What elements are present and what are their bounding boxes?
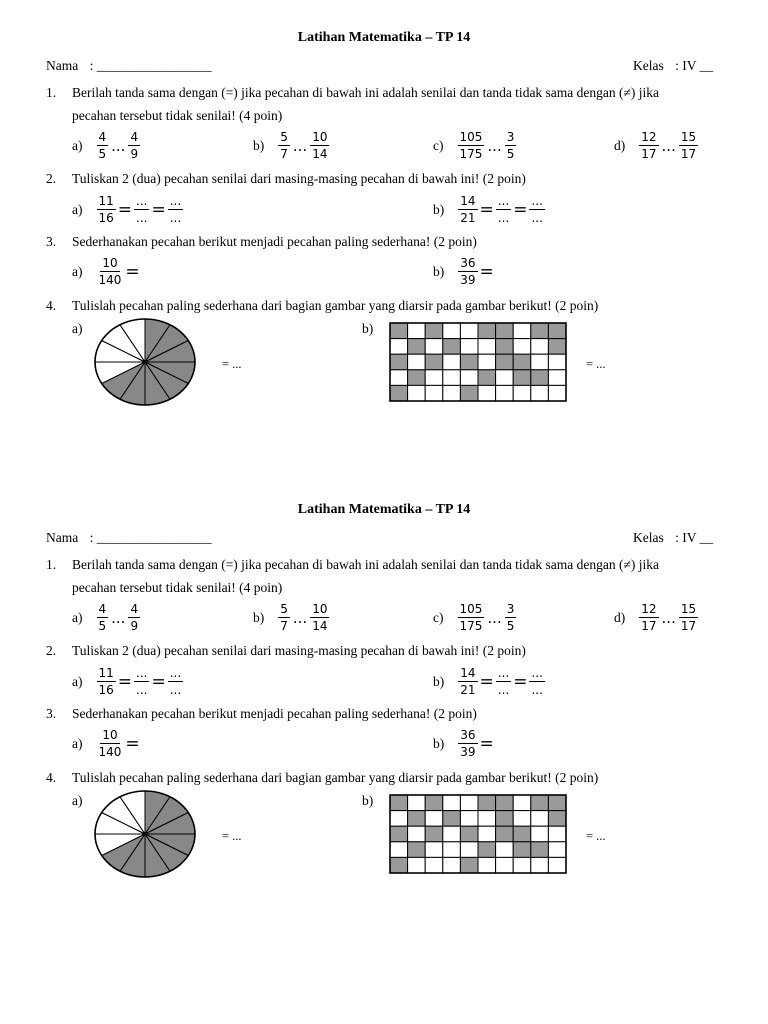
q2-number: 2.	[46, 643, 57, 658]
q4-a-answer[interactable]: = ...	[222, 357, 242, 371]
grid-cell-shaded	[496, 339, 514, 355]
q3-item-label: a)	[72, 263, 83, 279]
blank-fraction[interactable]	[496, 194, 511, 225]
grid-cell-unshaded	[443, 857, 461, 873]
q1-item-a	[72, 130, 140, 161]
q3-item-a	[72, 256, 142, 287]
q1-text-line2: pecahan tersebut tidak senilai! (4 poin)	[72, 580, 283, 595]
compare-blank[interactable]: ...	[661, 136, 676, 155]
shaded-circle-figure	[90, 316, 200, 408]
grid-cell-shaded	[513, 826, 531, 842]
grid-cell-unshaded	[408, 795, 426, 811]
numerator: 14	[460, 666, 476, 680]
q2-text: Tuliskan 2 (dua) pecahan senilai dari masing-masing pecahan di bawah ini! (2 poin)	[72, 171, 526, 186]
numerator: 11	[98, 194, 114, 208]
compare-blank[interactable]: ...	[487, 608, 502, 627]
grid-cell-unshaded	[443, 385, 461, 401]
grid-cell-shaded	[548, 323, 566, 339]
numerator: 10	[312, 130, 328, 144]
blank-fraction[interactable]	[134, 666, 149, 697]
numerator: 12	[641, 602, 657, 616]
grid-cell-unshaded	[425, 857, 443, 873]
grid-cell-shaded	[443, 811, 461, 827]
q1-item-label: a)	[72, 137, 83, 153]
kelas-label: Kelas	[633, 530, 664, 545]
grid-cell-unshaded	[390, 339, 408, 355]
nama-row	[46, 58, 212, 74]
q3-item-b	[433, 728, 496, 759]
q2-item-label: b)	[433, 673, 445, 689]
grid-cell-shaded	[478, 842, 496, 858]
nama-blank[interactable]: : _________________	[89, 530, 212, 545]
numerator: 36	[460, 728, 476, 742]
grid-cell-unshaded	[425, 339, 443, 355]
kelas-value[interactable]: : IV __	[675, 530, 714, 545]
fraction	[639, 602, 658, 633]
grid-cell-unshaded	[513, 385, 531, 401]
grid-cell-shaded	[390, 826, 408, 842]
numerator: 4	[98, 602, 107, 616]
grid-cell-unshaded	[531, 385, 549, 401]
q4-b-label: b)	[362, 793, 374, 808]
numerator: 105	[459, 130, 483, 144]
grid-cell-unshaded	[478, 339, 496, 355]
fraction	[679, 602, 698, 633]
q3-number: 3.	[46, 706, 57, 721]
nama-blank[interactable]: : _________________	[89, 58, 212, 73]
equals-sign: =	[117, 671, 133, 692]
q1-item-label: b)	[253, 609, 265, 625]
blank-fraction[interactable]	[168, 666, 183, 697]
grid-cell-unshaded	[443, 826, 461, 842]
kelas-row	[633, 58, 713, 74]
q4-a-label: a)	[72, 793, 83, 808]
numerator-blank[interactable]: ...	[531, 666, 543, 680]
grid-cell-shaded	[390, 354, 408, 370]
q1-item-label: b)	[253, 137, 265, 153]
q1-item-label: c)	[433, 137, 444, 153]
worksheet-title: Latihan Matematika – TP 14	[297, 30, 471, 45]
q4-text: Tulislah pecahan paling sederhana dari bagian gambar yang diarsir pada gambar berikut! (2 poin)	[72, 770, 599, 785]
fraction	[458, 602, 485, 633]
nama-label: Nama	[46, 530, 79, 545]
numerator: 11	[98, 666, 114, 680]
grid-cell-unshaded	[531, 811, 549, 827]
grid-cell-shaded	[390, 323, 408, 339]
grid-cell-shaded	[548, 339, 566, 355]
q1-number: 1.	[46, 557, 57, 572]
grid-cell-shaded	[460, 857, 478, 873]
grid-cell-shaded	[443, 339, 461, 355]
fraction	[458, 194, 477, 225]
grid-cell-shaded	[531, 795, 549, 811]
q1-item-label: d)	[614, 137, 626, 153]
denominator: 17	[680, 147, 697, 161]
numerator: 5	[280, 130, 288, 144]
q2-item-b	[433, 666, 545, 697]
numerator: 12	[641, 130, 657, 144]
grid-cell-unshaded	[548, 826, 566, 842]
denominator: 17	[641, 147, 657, 161]
grid-cell-unshaded	[513, 857, 531, 873]
q2-text: Tuliskan 2 (dua) pecahan senilai dari masing-masing pecahan di bawah ini! (2 poin)	[72, 643, 526, 658]
grid-cell-shaded	[478, 795, 496, 811]
q3-item-a	[72, 728, 142, 759]
fraction	[458, 666, 477, 697]
grid-cell-unshaded	[390, 370, 408, 386]
grid-cell-unshaded	[390, 811, 408, 827]
equals-sign: =	[125, 261, 140, 282]
grid-cell-unshaded	[460, 339, 478, 355]
q3-item-label: b)	[433, 735, 445, 751]
grid-cell-shaded	[425, 795, 443, 811]
denominator: 175	[459, 147, 483, 161]
grid-cell-shaded	[496, 811, 514, 827]
equals-sign: =	[513, 671, 528, 692]
nama-label: Nama	[46, 58, 79, 73]
numerator-blank[interactable]: ...	[136, 194, 148, 208]
numerator: 3	[506, 130, 515, 144]
q3-item-b	[433, 256, 496, 287]
equals-sign: =	[117, 199, 133, 220]
grid-cell-shaded	[408, 370, 426, 386]
q1-item-d	[614, 130, 698, 161]
q2-item-b	[433, 194, 545, 225]
denominator: 9	[130, 619, 139, 633]
q3-item-label: a)	[72, 735, 83, 751]
equals-sign: =	[125, 733, 140, 754]
grid-cell-unshaded	[548, 842, 566, 858]
compare-blank[interactable]: ...	[111, 608, 126, 627]
grid-cell-shaded	[531, 370, 549, 386]
grid-cell-unshaded	[531, 857, 549, 873]
grid-cell-shaded	[390, 857, 408, 873]
fraction	[458, 130, 485, 161]
numerator-blank[interactable]: ...	[497, 666, 510, 680]
denominator: 21	[460, 211, 476, 225]
q1-item-label: c)	[433, 609, 444, 625]
fraction	[505, 130, 517, 161]
denominator: 9	[130, 147, 139, 161]
grid-cell-unshaded	[478, 857, 496, 873]
q1-item-c	[433, 602, 516, 633]
grid-cell-shaded	[425, 354, 443, 370]
numerator: 4	[130, 130, 139, 144]
worksheet-copy-1	[0, 0, 768, 472]
numerator: 15	[680, 602, 697, 616]
grid-cell-unshaded	[425, 370, 443, 386]
grid-cell-unshaded	[548, 354, 566, 370]
grid-cell-shaded	[531, 842, 549, 858]
worksheet-title: Latihan Matematika – TP 14	[297, 502, 471, 517]
grid-cell-shaded	[408, 842, 426, 858]
equals-sign: =	[479, 733, 494, 754]
q4-b-answer[interactable]: = ...	[586, 829, 606, 843]
grid-cell-unshaded	[531, 339, 549, 355]
q1-item-d	[614, 602, 698, 633]
q2-item-a	[72, 194, 183, 225]
denominator: 140	[98, 273, 122, 287]
grid-cell-unshaded	[496, 370, 514, 386]
grid-cell-unshaded	[513, 795, 531, 811]
numerator-blank[interactable]: ...	[531, 194, 543, 208]
grid-cell-unshaded	[460, 795, 478, 811]
q4-b-label: b)	[362, 321, 374, 336]
grid-cell-unshaded	[443, 370, 461, 386]
grid-cell-unshaded	[478, 354, 496, 370]
denominator: 14	[312, 147, 328, 161]
denominator: 17	[680, 619, 697, 633]
nama-row	[46, 530, 212, 546]
grid-cell-unshaded	[443, 795, 461, 811]
numerator: 4	[130, 602, 139, 616]
grid-cell-unshaded	[513, 339, 531, 355]
q4-a-answer[interactable]: = ...	[222, 829, 242, 843]
blank-fraction[interactable]	[496, 666, 511, 697]
fraction	[97, 194, 116, 225]
grid-cell-unshaded	[496, 385, 514, 401]
grid-cell-unshaded	[408, 826, 426, 842]
denominator-blank[interactable]: ...	[169, 683, 182, 697]
grid-cell-unshaded	[496, 857, 514, 873]
grid-cell-shaded	[496, 826, 514, 842]
grid-cell-unshaded	[531, 826, 549, 842]
numerator-blank[interactable]: ...	[169, 666, 182, 680]
q4-b-answer[interactable]: = ...	[586, 357, 606, 371]
blank-fraction[interactable]	[529, 194, 544, 225]
q1-item-c	[433, 130, 516, 161]
denominator: 39	[460, 273, 476, 287]
grid-cell-unshaded	[425, 811, 443, 827]
denominator-blank[interactable]: ...	[169, 211, 182, 225]
numerator: 36	[460, 256, 476, 270]
kelas-label: Kelas	[633, 58, 664, 73]
fraction	[97, 728, 124, 759]
q4-text: Tulislah pecahan paling sederhana dari bagian gambar yang diarsir pada gambar berikut! (2 poin)	[72, 298, 599, 313]
shaded-circle-figure	[90, 788, 200, 880]
denominator: 5	[506, 147, 515, 161]
grid-cell-shaded	[408, 339, 426, 355]
q1-item-a	[72, 602, 140, 633]
fraction	[458, 256, 477, 287]
worksheet-copy-2	[0, 472, 768, 944]
grid-cell-unshaded	[513, 811, 531, 827]
q3-text: Sederhanakan pecahan berikut menjadi pecahan paling sederhana! (2 poin)	[72, 706, 477, 721]
equals-sign: =	[479, 671, 494, 692]
numerator: 15	[680, 130, 697, 144]
grid-cell-shaded	[460, 826, 478, 842]
grid-cell-unshaded	[531, 354, 549, 370]
compare-blank[interactable]: ...	[661, 608, 676, 627]
grid-cell-shaded	[390, 795, 408, 811]
equals-sign: =	[151, 671, 166, 692]
grid-cell-unshaded	[460, 370, 478, 386]
fraction	[97, 666, 116, 697]
denominator-blank[interactable]: ...	[497, 211, 510, 225]
denominator: 39	[460, 745, 476, 759]
q1-number: 1.	[46, 85, 57, 100]
grid-cell-shaded	[460, 385, 478, 401]
fraction	[505, 602, 517, 633]
grid-cell-unshaded	[443, 354, 461, 370]
q2-item-label: b)	[433, 201, 445, 217]
grid-cell-unshaded	[408, 323, 426, 339]
denominator: 5	[98, 619, 107, 633]
grid-cell-shaded	[425, 826, 443, 842]
blank-fraction[interactable]	[529, 666, 544, 697]
q1-item-label: d)	[614, 609, 626, 625]
numerator-blank[interactable]: ...	[136, 666, 148, 680]
q3-text: Sederhanakan pecahan berikut menjadi pecahan paling sederhana! (2 poin)	[72, 234, 477, 249]
fraction	[278, 602, 290, 633]
grid-cell-unshaded	[460, 842, 478, 858]
denominator: 175	[459, 619, 483, 633]
q1-item-b	[253, 130, 329, 161]
denominator: 5	[506, 619, 515, 633]
denominator: 140	[98, 745, 122, 759]
q1-text-line1: Berilah tanda sama dengan (=) jika pecahan di bawah ini adalah senilai dan tanda tidak sama dengan (≠) jika	[72, 85, 660, 100]
fraction	[97, 130, 109, 161]
grid-cell-unshaded	[496, 842, 514, 858]
denominator: 5	[98, 147, 107, 161]
numerator-blank[interactable]: ...	[169, 194, 182, 208]
denominator-blank[interactable]: ...	[497, 683, 510, 697]
equals-sign: =	[513, 199, 528, 220]
denominator: 17	[641, 619, 657, 633]
numerator: 105	[459, 602, 483, 616]
grid-cell-unshaded	[478, 811, 496, 827]
numerator: 10	[102, 256, 118, 270]
grid-cell-shaded	[513, 354, 531, 370]
grid-cell-shaded	[408, 811, 426, 827]
grid-cell-unshaded	[408, 354, 426, 370]
denominator-blank[interactable]: ...	[531, 211, 543, 225]
q2-item-a	[72, 666, 183, 697]
grid-cell-shaded	[460, 354, 478, 370]
q1-text-line1: Berilah tanda sama dengan (=) jika pecahan di bawah ini adalah senilai dan tanda tidak sama dengan (≠) jika	[72, 557, 660, 572]
compare-blank[interactable]: ...	[292, 608, 308, 627]
fraction	[310, 602, 329, 633]
q2-item-label: a)	[72, 201, 83, 217]
compare-blank[interactable]: ...	[487, 136, 502, 155]
fraction	[97, 256, 124, 287]
kelas-value[interactable]: : IV __	[675, 58, 714, 73]
grid-cell-shaded	[478, 323, 496, 339]
grid-cell-shaded	[548, 811, 566, 827]
q4-a-label: a)	[72, 321, 83, 336]
equals-sign: =	[479, 261, 494, 282]
grid-cell-shaded	[548, 795, 566, 811]
numerator: 4	[98, 130, 107, 144]
blank-fraction[interactable]	[134, 194, 149, 225]
grid-cell-unshaded	[443, 842, 461, 858]
fraction	[679, 130, 698, 161]
grid-cell-shaded	[496, 795, 514, 811]
grid-cell-shaded	[513, 842, 531, 858]
q2-item-label: a)	[72, 673, 83, 689]
fraction	[639, 130, 658, 161]
grid-cell-unshaded	[425, 385, 443, 401]
denominator: 7	[280, 619, 288, 633]
grid-cell-shaded	[478, 370, 496, 386]
q1-item-label: a)	[72, 609, 83, 625]
fraction	[128, 130, 140, 161]
grid-cell-shaded	[531, 323, 549, 339]
fraction	[97, 602, 109, 633]
grid-cell-shaded	[496, 323, 514, 339]
denominator-blank[interactable]: ...	[136, 211, 148, 225]
kelas-row	[633, 530, 713, 546]
grid-cell-unshaded	[390, 842, 408, 858]
fraction	[278, 130, 290, 161]
grid-cell-unshaded	[443, 323, 461, 339]
grid-cell-unshaded	[548, 385, 566, 401]
grid-cell-unshaded	[408, 385, 426, 401]
q4-number: 4.	[46, 298, 57, 313]
grid-cell-unshaded	[548, 370, 566, 386]
numerator: 14	[460, 194, 476, 208]
grid-cell-shaded	[390, 385, 408, 401]
denominator-blank[interactable]: ...	[531, 683, 543, 697]
denominator: 16	[98, 683, 114, 697]
q3-item-label: b)	[433, 263, 445, 279]
fraction	[128, 602, 140, 633]
q1-text-line2: pecahan tersebut tidak senilai! (4 poin)	[72, 108, 283, 123]
denominator: 7	[280, 147, 288, 161]
equals-sign: =	[479, 199, 494, 220]
blank-fraction[interactable]	[168, 194, 183, 225]
grid-cell-unshaded	[513, 323, 531, 339]
compare-blank[interactable]: ...	[111, 136, 126, 155]
q1-item-b	[253, 602, 329, 633]
shaded-grid-figure	[389, 322, 567, 402]
grid-cell-unshaded	[408, 857, 426, 873]
equals-sign: =	[151, 199, 166, 220]
compare-blank[interactable]: ...	[292, 136, 308, 155]
fraction	[458, 728, 477, 759]
numerator: 10	[312, 602, 328, 616]
grid-cell-unshaded	[478, 385, 496, 401]
numerator: 5	[280, 602, 288, 616]
grid-cell-shaded	[425, 323, 443, 339]
denominator-blank[interactable]: ...	[136, 683, 148, 697]
grid-cell-unshaded	[460, 323, 478, 339]
grid-cell-unshaded	[460, 811, 478, 827]
numerator: 3	[506, 602, 515, 616]
denominator: 14	[312, 619, 328, 633]
grid-cell-unshaded	[478, 826, 496, 842]
grid-cell-unshaded	[425, 842, 443, 858]
numerator: 10	[102, 728, 118, 742]
grid-cell-shaded	[496, 354, 514, 370]
denominator: 16	[98, 211, 114, 225]
fraction	[310, 130, 329, 161]
q4-number: 4.	[46, 770, 57, 785]
q3-number: 3.	[46, 234, 57, 249]
numerator-blank[interactable]: ...	[497, 194, 510, 208]
shaded-grid-figure	[389, 794, 567, 874]
grid-cell-unshaded	[548, 857, 566, 873]
denominator: 21	[460, 683, 476, 697]
q2-number: 2.	[46, 171, 57, 186]
grid-cell-shaded	[513, 370, 531, 386]
